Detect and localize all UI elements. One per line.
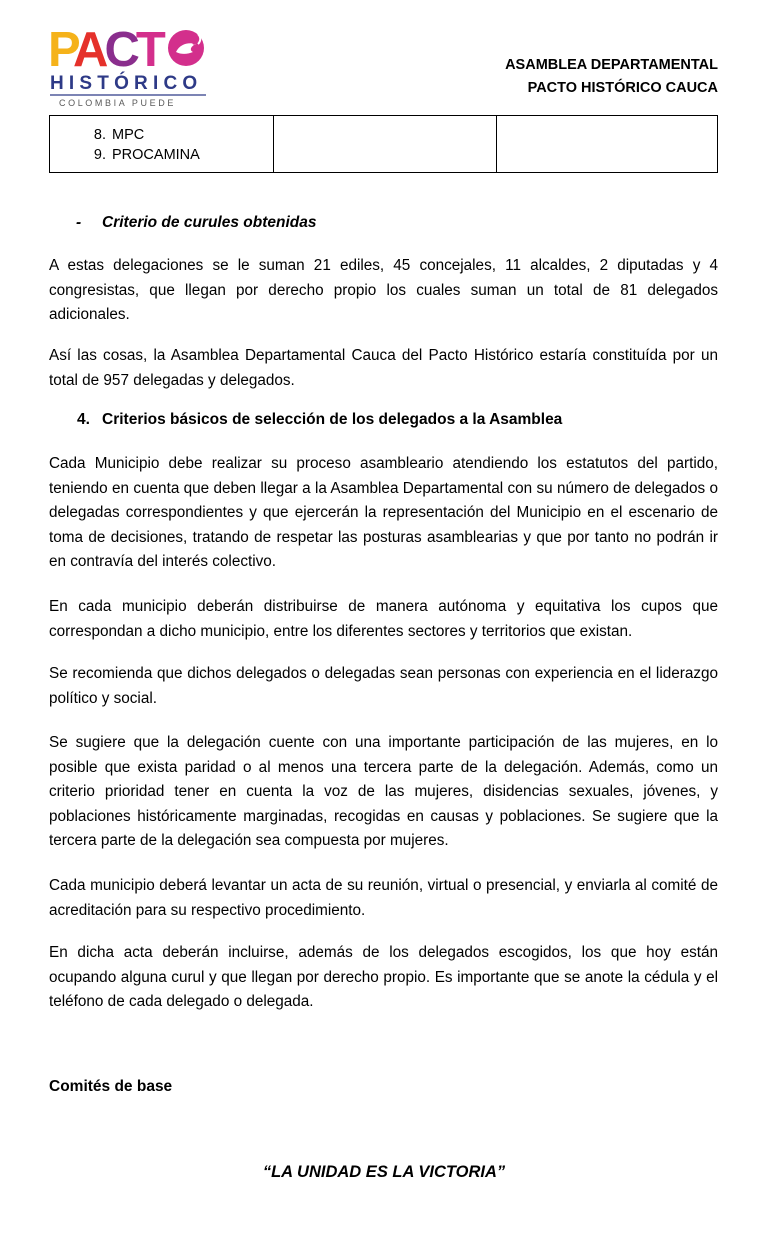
logo-historico-text: HISTÓRICO <box>50 73 203 94</box>
paragraph: En cada municipio deberán distribuirse de manera autónoma y equitativa los cupos que correspondan a dicho municipio, entre los diferentes sectores y territorios que existan. <box>49 598 718 640</box>
subsection-title: Comités de base <box>49 1078 173 1095</box>
table-row <box>50 116 718 173</box>
section-title: Criterios básicos de selección de los delegados a la Asamblea <box>102 411 563 428</box>
organization-heading <box>505 54 718 100</box>
paragraph: Cada Municipio debe realizar su proceso asambleario atendiendo los estatutos del partido, teniendo en cuenta que deben llegar a la Asamblea Departamental con su número de delegados o delegadas correspondientes y que ejercerán la representación del Municipio en el escenario de toma de decisiones, tratando de respetar las posturas asamblearias y que por tanto no podrán ir en contravía del interés colectivo. <box>49 455 718 570</box>
bullet-text: Criterio de curules obtenidas <box>102 214 317 231</box>
logo-letter-t: T <box>135 23 162 77</box>
logo-colombia-puede-text: COLOMBIA PUEDE <box>59 98 176 108</box>
paragraph: Se sugiere que la delegación cuente con una importante participación de las mujeres, en lo posible que exista paridad o al menos una tercera parte de la delegación. Además, como un criterio prioridad tener en cuenta la voz de las mujeres, disidencias sexuales, jóvenes, y poblaciones históricamente marginadas, recogidas en causas y poblaciones. Se sugiere que la tercera parte de la delegación sea compuesta por mujeres. <box>49 734 718 849</box>
logo-letter-p: P <box>48 23 74 77</box>
paragraph: Cada municipio deberá levantar un acta de su reunión, virtual o presencial, y enviarla al comité de acreditación para su respectivo procedimiento. <box>49 877 718 919</box>
bullet-dash: - <box>76 214 82 231</box>
table-cell <box>50 116 274 173</box>
paragraph: A estas delegaciones se le suman 21 ediles, 45 concejales, 11 alcaldes, 2 diputadas y 4 congresistas, que llegan por derecho propio los cuales suman un total de 81 delegados adicionales. <box>49 257 718 323</box>
paragraph: Así las cosas, la Asamblea Departamental Cauca del Pacto Histórico estaría constituída por un total de 957 delegadas y delegados. <box>49 347 718 389</box>
dove-icon <box>168 30 204 66</box>
org-line-1: ASAMBLEA DEPARTAMENTAL <box>505 57 718 73</box>
org-line-2: PACTO HISTÓRICO CAUCA <box>527 80 718 96</box>
list-item: 9. PROCAMINA <box>110 145 273 165</box>
table-cell <box>274 116 497 173</box>
criteria-bullet <box>76 214 316 232</box>
logo-letter-a: A <box>73 23 105 77</box>
delegations-table-fragment <box>49 115 718 173</box>
svg-text:PACT <box>48 23 166 77</box>
paragraph: En dicha acta deberán incluirse, además de los delegados escogidos, los que hoy están ocupando alguna curul y que llegan por derecho propio. Es importante que se anote la cédula y el teléfono de cada delegado o delegada. <box>49 944 718 1010</box>
logo-letter-c: C <box>104 23 136 77</box>
pacto-historico-logo <box>48 22 210 108</box>
footer-slogan: “LA UNIDAD ES LA VICTORIA” <box>262 1163 506 1181</box>
party-list <box>50 125 273 165</box>
list-item: 8. MPC <box>110 125 273 145</box>
paragraph: Se recomienda que dichos delegados o delegadas sean personas con experiencia en el liderazgo político y social. <box>49 665 718 707</box>
section-heading <box>77 411 562 429</box>
section-number: 4. <box>77 411 90 428</box>
table-cell <box>497 116 718 173</box>
